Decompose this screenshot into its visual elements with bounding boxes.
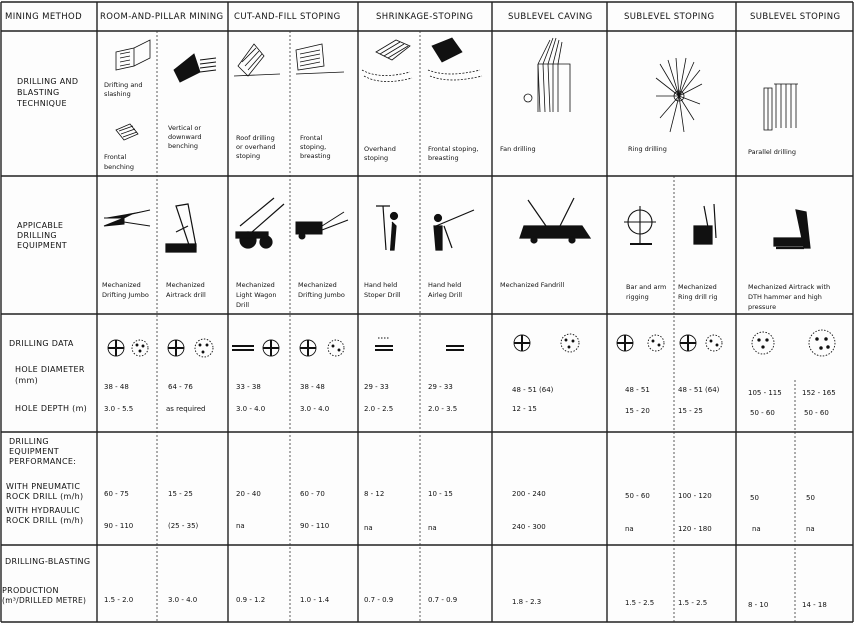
equipment-c10-1: Mechanized Airtrack with <box>748 283 831 291</box>
hydraulic-value: 90 - 110 <box>300 522 330 530</box>
hole-depth-value: as required <box>166 405 206 413</box>
production-value: 3.0 - 4.0 <box>168 596 198 604</box>
bit-cross-c1 <box>108 340 124 356</box>
hole-depth-value: 3.0 - 5.5 <box>104 405 134 413</box>
production-value: 1.5 - 2.0 <box>104 596 134 604</box>
bit-button-c1 <box>132 340 148 356</box>
pneumatic-value: 60 - 70 <box>300 490 325 498</box>
technique-frontal-sh-1: Frontal stoping, <box>428 145 479 153</box>
hole-depth-value: 15 - 25 <box>678 407 703 415</box>
bit-cross-c3 <box>263 340 279 356</box>
equip-airtrack-drill-1 <box>166 204 196 252</box>
equip-drifting-jumbo-2 <box>296 212 348 239</box>
equip-stoper-drill <box>376 206 398 250</box>
pneumatic-value: 8 - 12 <box>364 490 385 498</box>
row-label-equipment-1: APPICABLE <box>17 221 64 230</box>
sketch-ring-drilling <box>656 58 702 132</box>
bit-button-c11 <box>809 330 835 356</box>
equipment-c10-3: pressure <box>748 303 777 311</box>
row-label-blasting: DRILLING-BLASTING <box>5 557 91 566</box>
technique-frontal-cf-2: stoping, <box>300 143 327 151</box>
technique-drifting-2: slashing <box>104 90 131 98</box>
hydraulic-value: na <box>752 525 761 533</box>
equipment-c2-2: Airtrack drill <box>166 291 206 299</box>
row-label-pneumatic-2: ROCK DRILL (m/h) <box>6 492 84 501</box>
equip-bar-and-arm <box>624 206 656 244</box>
hole-depth-value: 3.0 - 4.0 <box>236 405 266 413</box>
row-label-equipment-2: DRILLING <box>17 231 57 240</box>
hole-diameter-value: 64 - 76 <box>168 383 193 391</box>
sketch-downward-benching <box>174 54 216 82</box>
bit-chisel-c6 <box>446 346 464 350</box>
sketch-fan-drilling <box>524 38 570 112</box>
technique-frontal-benching-1: Frontal <box>104 153 127 161</box>
equipment-c9-1: Mechanized <box>678 283 717 291</box>
hole-depth-value: 12 - 15 <box>512 405 537 413</box>
bit-button-c2 <box>195 339 213 357</box>
hydraulic-value: na <box>428 524 437 532</box>
hole-diameter-value: 29 - 33 <box>364 383 389 391</box>
production-value: 8 - 10 <box>748 601 769 609</box>
row-label-hole-depth: HOLE DEPTH (m) <box>15 404 88 413</box>
equip-drifting-jumbo-1 <box>104 210 150 226</box>
technique-downward-3: benching <box>168 142 198 150</box>
equipment-c3-3: Drill <box>236 301 250 309</box>
equipment-c7: Mechanized Fandrill <box>500 281 565 289</box>
pneumatic-value: 15 - 25 <box>168 490 193 498</box>
hole-depth-value: 50 - 60 <box>804 409 829 417</box>
technique-downward-2: downward <box>168 133 202 141</box>
production-value: 0.7 - 0.9 <box>428 596 458 604</box>
hole-diameter-value: 38 - 48 <box>300 383 325 391</box>
technique-frontal-cf-3: breasting <box>300 152 331 160</box>
pneumatic-value: 200 - 240 <box>512 490 546 498</box>
header-room-and-pillar: ROOM-AND-PILLAR MINING <box>100 12 224 22</box>
hydraulic-value: na <box>806 525 815 533</box>
row-label-performance-1: DRILLING <box>9 437 49 446</box>
production-value: 14 - 18 <box>802 601 827 609</box>
sketch-frontal-shrinkage <box>428 38 482 80</box>
hole-depth-value: 2.0 - 3.5 <box>428 405 458 413</box>
technique-drifting-1: Drifting and <box>104 81 143 89</box>
row-label-equipment-3: EQUIPMENT <box>17 241 67 250</box>
bit-chisel-c5 <box>375 338 393 350</box>
equip-light-wagon-drill <box>236 198 284 248</box>
hole-depth-value: 2.0 - 2.5 <box>364 405 394 413</box>
sketch-roof-drilling <box>234 44 280 76</box>
hole-depth-value: 50 - 60 <box>750 409 775 417</box>
hole-diameter-value: 33 - 38 <box>236 383 261 391</box>
sketch-frontal-stoping <box>296 44 344 74</box>
technique-frontal-sh-2: breasting <box>428 154 459 162</box>
production-value: 1.0 - 1.4 <box>300 596 330 604</box>
equipment-c9-2: Ring drill rig <box>678 293 718 301</box>
technique-overhand-2: stoping <box>364 154 389 162</box>
row-label-production-1: PRODUCTION <box>2 586 59 595</box>
technique-ring-drilling: Ring drilling <box>628 145 667 153</box>
row-label-performance-3: PERFORMANCE: <box>9 457 77 466</box>
equip-fandrill <box>520 198 590 243</box>
row-label-drilling-data: DRILLING DATA <box>9 339 74 348</box>
bit-cross-c8 <box>617 335 633 351</box>
bit-button-c7 <box>561 334 579 352</box>
equipment-c10-2: DTH hammer and high <box>748 293 822 301</box>
row-label-hole-diameter-unit: (mm) <box>15 376 39 385</box>
hole-diameter-value: 29 - 33 <box>428 383 453 391</box>
equipment-c6-1: Hand held <box>428 281 462 289</box>
equipment-c3-1: Mechanized <box>236 281 275 289</box>
technique-frontal-benching-2: benching <box>104 163 134 171</box>
row-label-hydraulic-2: ROCK DRILL (m/h) <box>6 516 84 525</box>
header-sublevel-stoping-2: SUBLEVEL STOPING <box>750 12 841 22</box>
hole-diameter-value: 38 - 48 <box>104 383 129 391</box>
header-cut-and-fill: CUT-AND-FILL STOPING <box>234 12 341 22</box>
bit-cross-c4 <box>300 340 316 356</box>
equipment-c8-1: Bar and arm <box>626 283 667 291</box>
equip-ring-drill-rig <box>694 204 716 244</box>
pneumatic-value: 50 <box>806 494 815 502</box>
bit-chisel-c3 <box>232 346 254 350</box>
header-mining-method: MINING METHOD <box>5 12 83 22</box>
header-shrinkage: SHRINKAGE-STOPING <box>376 12 474 22</box>
pneumatic-value: 50 - 60 <box>625 492 650 500</box>
row-label-production-2: (m³/DRILLED METRE) <box>2 596 87 605</box>
hole-diameter-value: 48 - 51 (64) <box>512 386 554 394</box>
bit-button-c9 <box>706 335 722 351</box>
hydraulic-value: 240 - 300 <box>512 523 546 531</box>
bit-cross-c7 <box>514 335 530 351</box>
equipment-c5-2: Stoper Drill <box>364 291 401 299</box>
technique-overhand-1: Overhand <box>364 145 396 153</box>
technique-parallel-drilling: Parallel drilling <box>748 148 797 156</box>
row-label-performance-2: EQUIPMENT <box>9 447 59 456</box>
header-sublevel-caving: SUBLEVEL CAVING <box>508 12 593 22</box>
production-value: 1.5 - 2.5 <box>625 599 655 607</box>
row-label-technique-3: TECHNIQUE <box>17 99 67 108</box>
bit-button-c10 <box>752 332 774 354</box>
technique-roof-2: or overhand <box>236 143 276 151</box>
bit-button-c8 <box>648 335 664 351</box>
row-label-technique-1: DRILLING AND <box>17 77 79 86</box>
equipment-c1-1: Mechanized <box>102 281 141 289</box>
hydraulic-value: (25 - 35) <box>168 522 199 530</box>
pneumatic-value: 100 - 120 <box>678 492 712 500</box>
row-label-hole-diameter: HOLE DIAMETER <box>15 365 85 374</box>
pneumatic-value: 10 - 15 <box>428 490 453 498</box>
production-value: 0.7 - 0.9 <box>364 596 394 604</box>
sketch-frontal-benching <box>116 124 138 140</box>
technique-roof-1: Roof drilling <box>236 134 275 142</box>
hydraulic-value: 90 - 110 <box>104 522 134 530</box>
hole-diameter-value: 48 - 51 (64) <box>678 386 720 394</box>
hydraulic-value: na <box>625 525 634 533</box>
hydraulic-value: na <box>364 524 373 532</box>
sketch-overhand-shrinkage <box>362 40 412 82</box>
sketch-drifting-slashing <box>116 40 150 70</box>
equipment-c4-2: Drifting Jumbo <box>298 291 345 299</box>
equip-airleg-drill <box>434 210 474 250</box>
technique-fan-drilling: Fan drilling <box>500 145 536 153</box>
technique-frontal-cf-1: Frontal <box>300 134 323 142</box>
header-sublevel-stoping-1: SUBLEVEL STOPING <box>624 12 715 22</box>
production-value: 1.5 - 2.5 <box>678 599 708 607</box>
equipment-c8-2: rigging <box>626 293 649 301</box>
hole-depth-value: 3.0 - 4.0 <box>300 405 330 413</box>
bit-symbols <box>108 330 835 357</box>
equipment-c5-1: Hand held <box>364 281 398 289</box>
hole-diameter-value: 105 - 115 <box>748 389 782 397</box>
equipment-c2-1: Mechanized <box>166 281 205 289</box>
equipment-c1-2: Drifting Jumbo <box>102 291 149 299</box>
equipment-c6-2: Airleg Drill <box>428 291 463 299</box>
production-value: 1.8 - 2.3 <box>512 598 542 606</box>
bit-cross-c2 <box>168 340 184 356</box>
technique-roof-3: stoping <box>236 152 261 160</box>
technique-downward-1: Vertical or <box>168 124 202 132</box>
bit-button-c4 <box>328 340 344 356</box>
row-label-hydraulic-1: WITH HYDRAULIC <box>6 506 80 515</box>
hole-diameter-value: 152 - 165 <box>802 389 836 397</box>
production-value: 0.9 - 1.2 <box>236 596 266 604</box>
bit-cross-c9 <box>680 335 696 351</box>
pneumatic-value: 60 - 75 <box>104 490 129 498</box>
hydraulic-value: 120 - 180 <box>678 525 712 533</box>
equipment-c3-2: Light Wagon <box>236 291 277 299</box>
row-label-technique-2: BLASTING <box>17 88 60 97</box>
hole-depth-value: 15 - 20 <box>625 407 650 415</box>
hydraulic-value: na <box>236 522 245 530</box>
row-label-pneumatic-1: WITH PNEUMATIC <box>6 482 81 491</box>
pneumatic-value: 50 <box>750 494 759 502</box>
equipment-c4-1: Mechanized <box>298 281 337 289</box>
hole-diameter-value: 48 - 51 <box>625 386 650 394</box>
sketch-parallel-drilling <box>764 84 798 130</box>
equip-dth-airtrack <box>774 210 810 248</box>
pneumatic-value: 20 - 40 <box>236 490 261 498</box>
